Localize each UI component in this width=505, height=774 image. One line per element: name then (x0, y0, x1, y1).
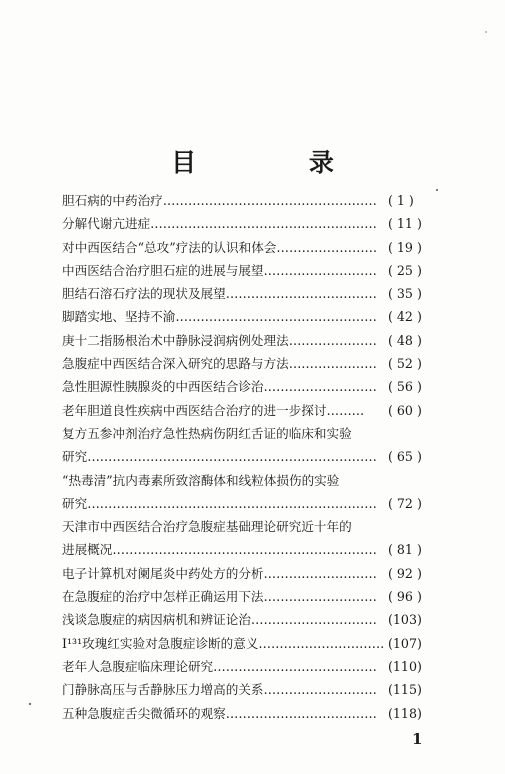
toc-entry-page: ( 96 ) (388, 589, 422, 605)
toc-entry-page: ( 81 ) (388, 542, 422, 558)
toc-entry-page: ( 52 ) (388, 356, 422, 372)
toc-entry-title: 急性胆源性胰腺炎的中西医结合诊治……………………… (62, 379, 377, 395)
toc-entry-page: ( 11 ) (388, 216, 422, 232)
toc-entry-title: 分解代谢亢进症……………………………………………… (62, 216, 377, 232)
toc-entry-page: ( 65 ) (388, 449, 422, 465)
toc-entry-title: 复方五参冲剂治疗急性热病伤阴红舌证的临床和实验 (62, 425, 352, 441)
toc-entry-page: ( 56 ) (388, 379, 422, 395)
toc-entry-title: 老年人急腹症临床理论研究………………………………… (62, 658, 377, 674)
toc-entry-page: ( 19 ) (388, 239, 422, 255)
toc-entry-title: 庚十二指肠根治术中静脉浸润病例处理法………………… (62, 332, 377, 348)
toc-entry-page: ( 25 ) (388, 262, 422, 278)
toc-entry-title: 在急腹症的治疗中怎样正确运用下法……………………… (62, 589, 377, 605)
toc-entry-title: 门静脉高压与舌静脉压力增高的关系……………………… (62, 682, 377, 698)
toc-entry-title: 浅谈急腹症的病因病机和辨证论治………………………… (62, 612, 377, 628)
toc-entry-page: ( 1 ) (388, 193, 414, 208)
toc-entry-page: (115) (388, 682, 422, 698)
page-number: 1 (412, 730, 423, 748)
toc-entry-title: “热毒清”抗内毒素所致溶酶体和线粒体损伤的实验 (62, 472, 340, 488)
toc-entry-title: 五种急腹症舌尖微循环的观察……………………………… (62, 705, 377, 721)
toc-entry-title-continued: 研究…………………………………………………………… (62, 449, 377, 465)
toc-entry-page: (110) (388, 658, 422, 674)
toc-entry-title: 中西医结合治疗胆石症的进展与展望……………………… (62, 262, 377, 278)
page-title: 目 录 (171, 148, 386, 177)
toc-entry-title: 天津市中西医结合治疗急腹症基础理论研究近十年的 (62, 519, 352, 535)
toc-entry-title: 胆石病的中药治疗…………………………………………… (62, 193, 377, 208)
toc-entry-title: 电子计算机对阑尾炎中药处方的分析……………………… (62, 565, 377, 581)
toc-entry-title: 脚踏实地、坚持不渝………………………………………… (62, 309, 377, 325)
toc-entry-page: ( 60 ) (388, 402, 422, 418)
toc-entry-title-continued: 研究…………………………………………………………… (62, 495, 377, 511)
toc-entry-title: 对中西医结合“总攻”疗法的认识和体会…………………… (62, 239, 378, 255)
toc-entry-page: ( 92 ) (388, 565, 422, 581)
toc-entry-page: (118) (388, 705, 422, 721)
toc-entry-title-continued: 进展概况……………………………………………………… (62, 542, 377, 558)
toc-entry-page: (103) (388, 612, 422, 628)
toc-entry-page: ( 42 ) (388, 309, 422, 325)
toc-entry-title: I¹³¹玫瑰红实验对急腹症诊断的意义………………………… (62, 635, 385, 651)
toc-entry-page: ( 35 ) (388, 286, 422, 302)
toc-entry-page: ( 72 ) (388, 495, 422, 511)
toc-entry-title: 胆结石溶石疗法的现状及展望……………………………… (62, 286, 377, 302)
toc-entry-title: 老年胆道良性疾病中西医结合治疗的进一步探讨……… (62, 402, 365, 418)
toc-entry-page: ( 48 ) (388, 332, 422, 348)
toc-entry-title: 急腹症中西医结合深入研究的思路与方法………………… (62, 356, 377, 372)
toc-entry-page: (107) (388, 635, 422, 651)
